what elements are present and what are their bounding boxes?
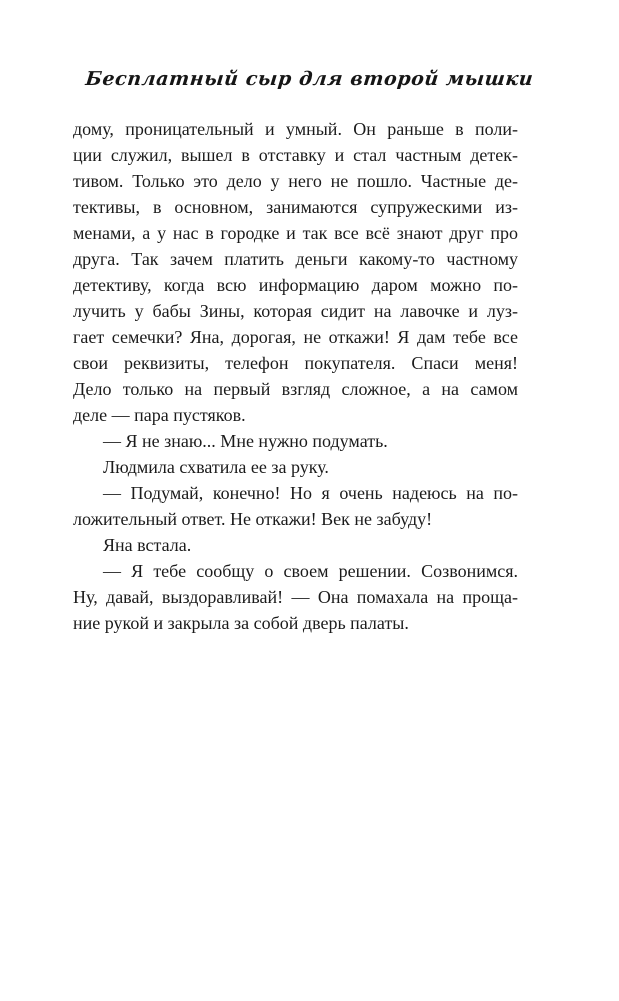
running-title: Бесплатный сыр для второй мышки xyxy=(84,68,535,90)
text-line: ции служил, вышел в отставку и стал частным детек- xyxy=(73,145,518,165)
text-line: Яна встала. xyxy=(103,535,192,555)
text-line: — Я тебе сообщу о своем решении. Созвонимся. xyxy=(103,561,518,581)
text-line: друга. Так зачем платить деньги какому-то частному xyxy=(73,249,518,269)
text-line: ние рукой и закрыла за собой дверь палаты. xyxy=(73,613,409,633)
text-line: Дело только на первый взгляд сложное, а на самом xyxy=(73,379,518,399)
text-line: менами, а у нас в городке и так все всё знают друг про xyxy=(73,223,518,243)
text-line: дому, проницательный и умный. Он раньше в поли- xyxy=(73,119,518,139)
text-line: ложительный ответ. Не откажи! Век не забуду! xyxy=(73,509,433,529)
text-line: лучить у бабы Зины, которая сидит на лавочке и луз- xyxy=(73,301,518,321)
text-line: деле — пара пустяков. xyxy=(73,405,246,425)
page-text xyxy=(73,116,518,636)
text-line: свои реквизиты, телефон покупателя. Спаси меня! xyxy=(73,353,518,373)
text-line: детективу, когда всю информацию даром можно по- xyxy=(73,275,518,295)
text-line: Людмила схватила ее за руку. xyxy=(103,457,329,477)
text-line: тективы, в основном, занимаются супружескими из- xyxy=(73,197,518,217)
text-line: — Подумай, конечно! Но я очень надеюсь на по- xyxy=(103,483,518,503)
text-line: Ну, давай, выздоравливай! — Она помахала на проща- xyxy=(73,587,518,607)
text-line: гает семечки? Яна, дорогая, не откажи! Я дам тебе все xyxy=(73,327,518,347)
text-line: тивом. Только это дело у него не пошло. Частные де- xyxy=(73,171,518,191)
text-line: — Я не знаю... Мне нужно подумать. xyxy=(103,431,388,451)
